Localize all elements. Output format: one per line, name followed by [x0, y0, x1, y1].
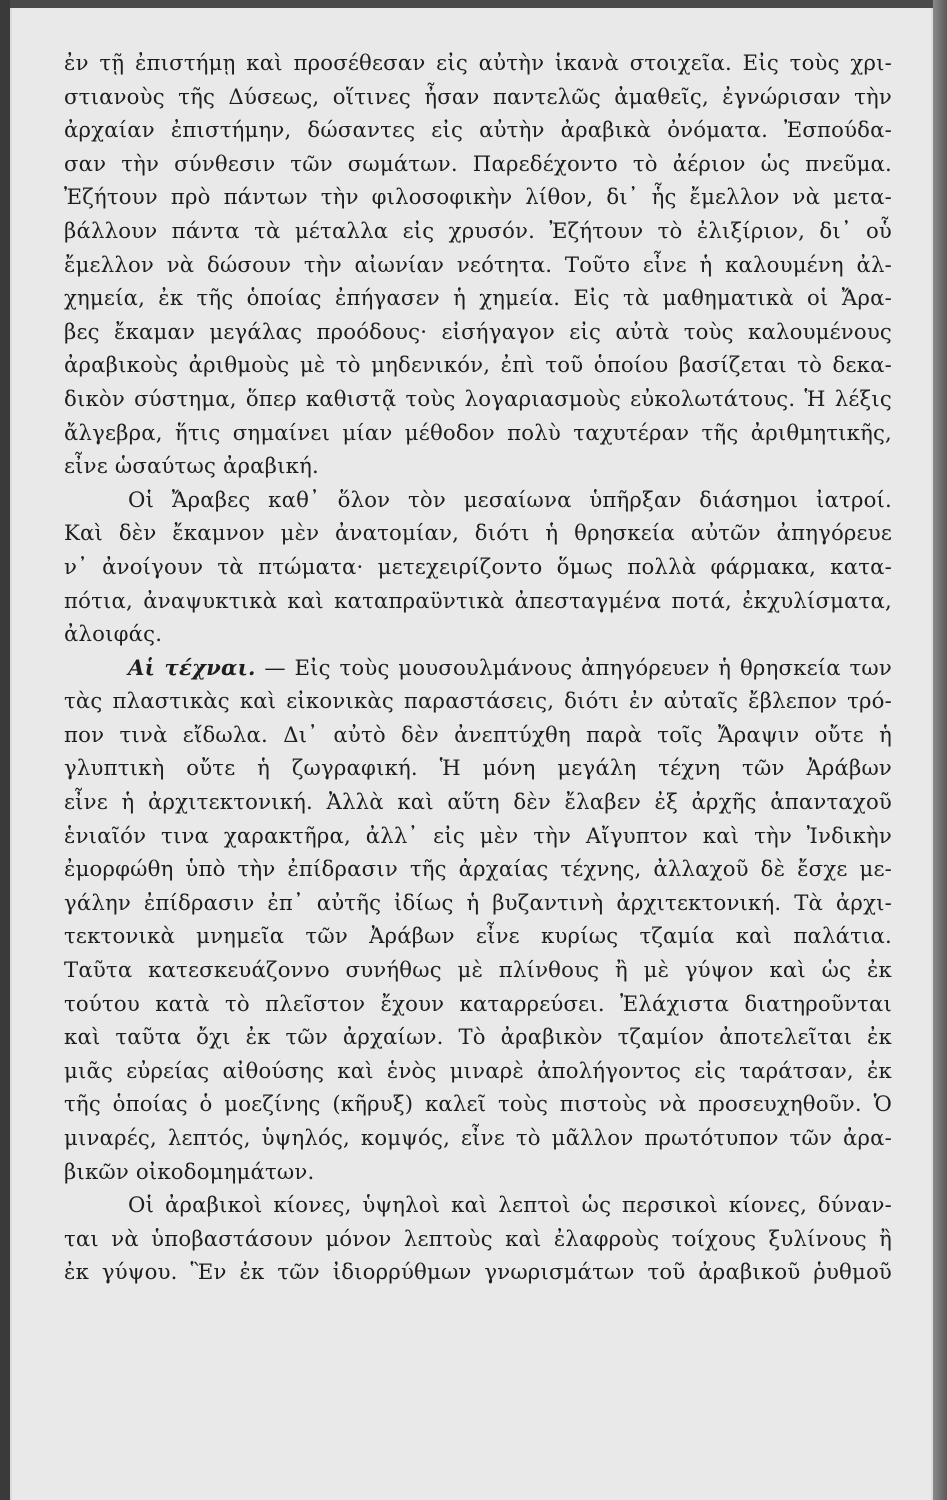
scan-border-right: [933, 0, 947, 1500]
text-line: [64, 80, 892, 114]
text-line: [64, 584, 892, 618]
line-text: ἐκ γύψου. Ἓν ἐκ τῶν ἰδιορρύθμων γνωρισμάτων τοῦ ἀραβικοῦ ῥυθμοῦ: [64, 1259, 892, 1285]
line-text: Οἱ ἀραβικοὶ κίονες, ὑψηλοὶ καὶ λεπτοὶ ὡς περσικοὶ κίονες, δύναν-: [128, 1192, 892, 1218]
text-line: [64, 684, 892, 718]
line-text: — Εἰς τοὺς μουσουλμάνους ἀπηγόρευεν ἡ θρησκεία των: [255, 654, 892, 680]
line-text: δικὸν σύστημα, ὅπερ καθιστᾷ τοὺς λογαριασμοὺς εὐκολωτάτους. Ἡ λέξις: [64, 385, 892, 411]
line-text: Ταῦτα κατεσκευάζοννο συνήθως μὲ πλίνθους ἢ μὲ γύψον καὶ ὡς ἐκ: [64, 957, 892, 983]
text-line: [64, 281, 892, 315]
text-line: [64, 1155, 892, 1189]
line-text: ται νὰ ὑποβαστάσουν μόνον λεπτοὺς καὶ ἐλαφροὺς τοίχους ξυλίνους ἢ: [64, 1225, 892, 1251]
text-line: [64, 1121, 892, 1155]
line-text: σαν τὴν σύνθεσιν τῶν σωμάτων. Παρεδέχοντο τὸ ἀέριον ὡς πνεῦμα.: [64, 150, 892, 176]
text-line: [64, 987, 892, 1021]
line-text: γάλην ἐπίδρασιν ἐπ᾽ αὐτῆς ἰδίως ἡ βυζαντινὴ ἀρχιτεκτονική. Τὰ ἀρχι-: [64, 889, 892, 915]
section-heading: Αἱ τέχναι.: [128, 654, 256, 680]
line-text: τούτου κατὰ τὸ πλεῖστον ἔχουν καταρρεύσει. Ἐλάχιστα διατηροῦνται: [64, 990, 892, 1016]
text-line: [64, 919, 892, 953]
line-text: Ἐζήτουν πρὸ πάντων τὴν φιλοσοφικὴν λίθον, δι᾽ ἧς ἔμελλον νὰ μετα-: [64, 184, 892, 210]
text-line: [64, 147, 892, 181]
line-text: εἶνε ἡ ἀρχιτεκτονική. Ἀλλὰ καὶ αὕτη δὲν ἔλαβεν ἐξ ἀρχῆς ἁπανταχοῦ: [64, 789, 892, 815]
line-text: πον τινὰ εἴδωλα. Δι᾽ αὐτὸ δὲν ἀνεπτύχθη παρὰ τοῖς Ἄραψιν οὔτε ἡ: [64, 721, 892, 747]
text-line: [64, 1188, 892, 1222]
text-line: [64, 785, 892, 819]
text-line: [64, 617, 892, 651]
line-text: βάλλουν πάντα τὰ μέταλλα εἰς χρυσόν. Ἐζήτουν τὸ ἐλιξίριον, δι᾽ οὗ: [64, 217, 892, 243]
text-line: [64, 483, 892, 517]
line-text: καὶ ταῦτα ὄχι ἐκ τῶν ἀρχαίων. Τὸ ἀραβικὸν τζαμίον ἀποτελεῖται ἐκ: [64, 1024, 892, 1050]
book-page: [12, 8, 931, 1500]
line-text: μιναρές, λεπτός, ὑψηλός, κομψός, εἶνε τὸ μᾶλλον πρωτότυπον τῶν ἀρα-: [64, 1125, 892, 1150]
line-text: τὰς πλαστικὰς καὶ εἰκονικὰς παραστάσεις, διότι ἐν αὐταῖς ἔβλεπον τρό-: [64, 688, 892, 714]
line-text: Οἱ Ἄραβες καθ᾽ ὅλον τὸν μεσαίωνα ὑπῆρξαν διάσημοι ἰατροί.: [128, 486, 892, 512]
text-line: [64, 1222, 892, 1256]
line-text: ἐμορφώθη ὑπὸ τὴν ἐπίδρασιν τῆς ἀρχαίας τέχνης, ἀλλαχοῦ δὲ ἔσχε με-: [64, 856, 892, 882]
line-text: ἀλοιφάς.: [64, 621, 163, 647]
text-line: [64, 1054, 892, 1088]
text-line: [64, 886, 892, 920]
line-text: ἀραβικοὺς ἀριθμοὺς μὲ τὸ μηδενικόν, ἐπὶ τοῦ ὁποίου βασίζεται τὸ δεκα-: [64, 352, 892, 378]
line-text: Καὶ δὲν ἔκαμνον μὲν ἀνατομίαν, διότι ἡ θρησκεία αὐτῶν ἀπηγόρευε: [64, 520, 892, 546]
line-text: βες ἔκαμαν μεγάλας προόδους· εἰσήγαγον εἰς αὐτὰ τοὺς καλουμένους: [64, 318, 892, 344]
line-text: βικῶν οἰκοδομημάτων.: [64, 1158, 315, 1184]
line-text: γλυπτικὴ οὔτε ἡ ζωγραφική. Ἡ μόνη μεγάλη τέχνη τῶν Ἀράβων: [64, 755, 892, 781]
text-line: [64, 852, 892, 886]
text-line: [64, 46, 892, 80]
line-text: ἄλγεβρα, ἥτις σημαίνει μίαν μέθοδον πολὺ ταχυτέραν τῆς ἀριθμητικῆς,: [64, 419, 892, 445]
text-line: [64, 953, 892, 987]
text-line: [64, 718, 892, 752]
line-text: μιᾶς εὐρείας αἰθούσης καὶ ἑνὸς μιναρὲ ἀπολήγοντος εἰς ταράτσαν, ἐκ: [64, 1057, 892, 1083]
line-text: χημεία, ἐκ τῆς ὁποίας ἐπήγασεν ἡ χημεία. Εἰς τὰ μαθηματικὰ οἱ Ἄρα-: [64, 285, 892, 311]
page-text: [64, 46, 892, 1289]
text-line: [64, 348, 892, 382]
text-line: [64, 651, 892, 685]
text-line: [64, 1020, 892, 1054]
scan-border-left: [0, 0, 10, 1500]
line-text: ἀρχαίαν ἐπιστήμην, δώσαντες εἰς αὐτὴν ἀραβικὰ ὀνόματα. Ἐσπούδα-: [64, 117, 892, 143]
text-line: [64, 180, 892, 214]
line-text: εἶνε ὡσαύτως ἀραβική.: [64, 453, 319, 479]
text-line: [64, 1255, 892, 1289]
line-text: ἐν τῇ ἐπιστήμῃ καὶ προσέθεσαν εἰς αὐτὴν ἱκανὰ στοιχεῖα. Εἰς τοὺς χρι-: [64, 50, 892, 75]
text-line: [64, 819, 892, 853]
text-line: [64, 550, 892, 584]
text-line: [64, 248, 892, 282]
line-text: τεκτονικὰ μνημεῖα τῶν Ἀράβων εἶνε κυρίως τζαμία καὶ παλάτια.: [64, 923, 892, 949]
line-text: ἑνιαῖόν τινα χαρακτῆρα, ἀλλ᾽ εἰς μὲν τὴν Αἴγυπτον καὶ τὴν Ἰνδικὴν: [64, 822, 892, 848]
line-text: στιανοὺς τῆς Δύσεως, οἵτινες ἦσαν παντελῶς ἀμαθεῖς, ἐγνώρισαν τὴν: [64, 83, 892, 109]
text-line: [64, 214, 892, 248]
text-line: [64, 382, 892, 416]
text-line: [64, 751, 892, 785]
text-line: [64, 449, 892, 483]
line-text: πότια, ἀναψυκτικὰ καὶ καταπραϋντικὰ ἀπεσταγμένα ποτά, ἐκχυλίσματα,: [64, 587, 892, 613]
text-line: [64, 516, 892, 550]
text-line: [64, 315, 892, 349]
text-line: [64, 1087, 892, 1121]
text-line: [64, 113, 892, 147]
line-text: τῆς ὁποίας ὁ μοεζίνης (κῆρυξ) καλεῖ τοὺς πιστοὺς νὰ προσευχηθοῦν. Ὁ: [64, 1091, 892, 1117]
line-text: ἔμελλον νὰ δώσουν τὴν αἰωνίαν νεότητα. Τοῦτο εἶνε ἡ καλουμένη ἀλ-: [64, 251, 892, 277]
text-line: [64, 416, 892, 450]
scan-border-top: [0, 0, 947, 8]
line-text: ν᾽ ἀνοίγουν τὰ πτώματα· μετεχειρίζοντο ὅμως πολλὰ φάρμακα, κατα-: [64, 553, 892, 579]
